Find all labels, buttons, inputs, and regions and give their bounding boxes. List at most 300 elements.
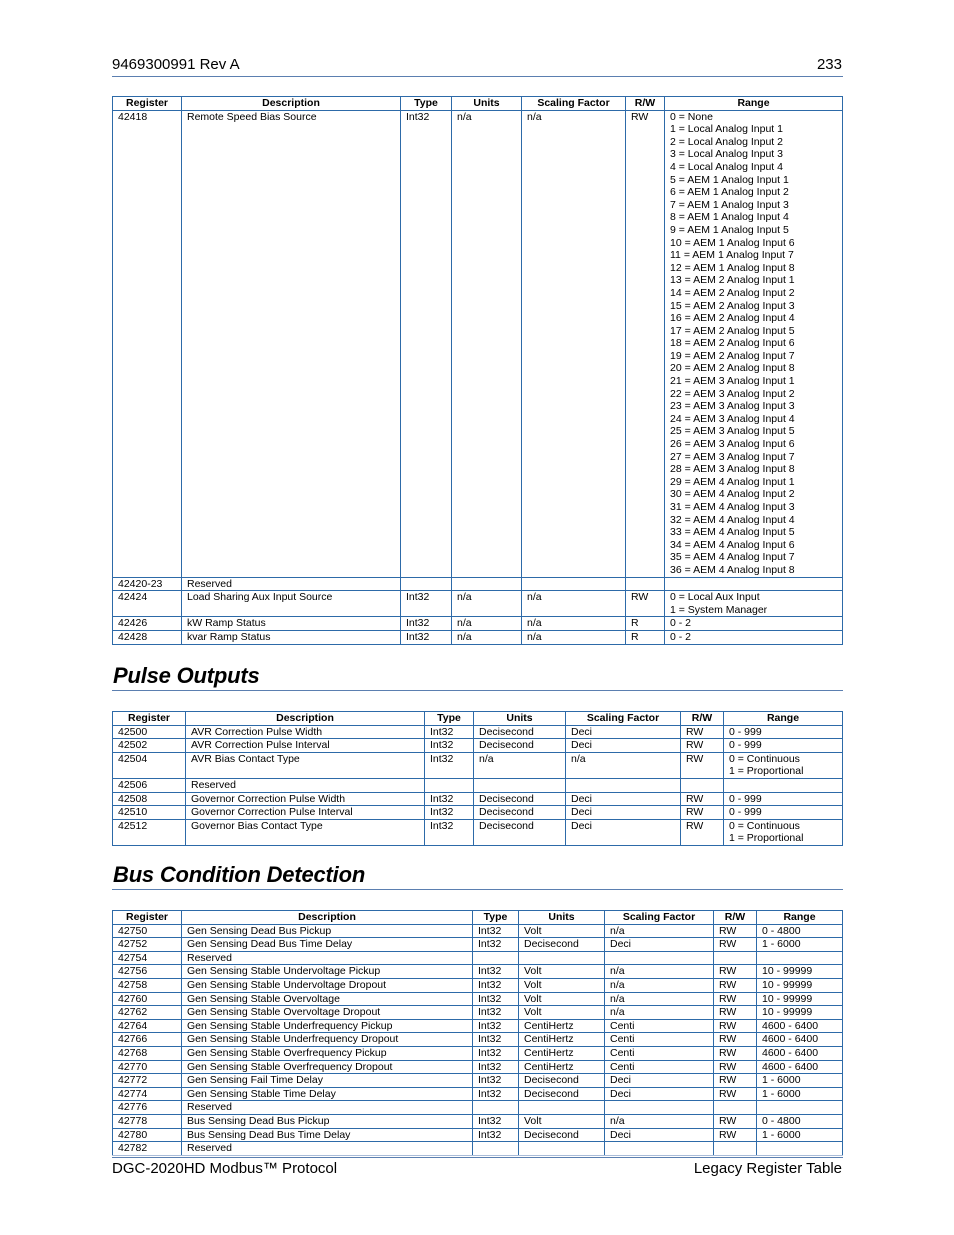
cell-scaling: Deci (566, 792, 681, 806)
cell-scaling: Centi (605, 1046, 714, 1060)
section-rule-bus-condition (112, 889, 843, 890)
cell-range (724, 806, 843, 820)
cell-units: CentiHertz (519, 1060, 605, 1074)
cell-register: 42766 (113, 1033, 182, 1047)
cell-register: 42500 (113, 725, 186, 739)
table-row (113, 806, 843, 820)
cell-rw: RW (626, 110, 665, 577)
section-title-bus-condition-detection: Bus Condition Detection (113, 862, 366, 887)
column-header-description: Description (182, 97, 401, 111)
cell-type: Int32 (473, 992, 519, 1006)
range-option: 4600 - 6400 (762, 1046, 819, 1059)
range-option: 2 = Local Analog Input 2 (670, 135, 783, 148)
cell-rw: RW (681, 819, 724, 845)
range-option: 0 = Local Aux Input (670, 591, 760, 604)
table-row (113, 938, 843, 952)
cell-register: 42760 (113, 992, 182, 1006)
cell-register: 42750 (113, 924, 182, 938)
cell-units: Volt (519, 924, 605, 938)
cell-rw: RW (714, 965, 757, 979)
cell-units: Decisecond (519, 938, 605, 952)
cell-units: n/a (452, 110, 522, 577)
table-row (113, 630, 843, 644)
range-option: 0 - 4800 (762, 924, 801, 937)
range-option: 0 = None (670, 110, 713, 123)
register-table-speed-bias (112, 96, 843, 645)
cell-register: 42428 (113, 630, 182, 644)
cell-type: Int32 (425, 725, 474, 739)
cell-type: Int32 (473, 978, 519, 992)
range-option: 34 = AEM 4 Analog Input 6 (670, 538, 795, 551)
column-header-type: Type (473, 911, 519, 925)
cell-rw: RW (714, 1128, 757, 1142)
cell-type (401, 577, 452, 591)
range-option: 23 = AEM 3 Analog Input 3 (670, 400, 795, 413)
column-header-units: Units (519, 911, 605, 925)
column-header-scaling-factor: Scaling Factor (605, 911, 714, 925)
cell-units: Decisecond (474, 792, 566, 806)
column-header-units: Units (452, 97, 522, 111)
cell-range (757, 965, 843, 979)
cell-type: Int32 (425, 819, 474, 845)
cell-description: AVR Correction Pulse Width (186, 725, 425, 739)
cell-rw (714, 951, 757, 965)
column-header-register: Register (113, 712, 186, 726)
column-header-scaling-factor: Scaling Factor (566, 712, 681, 726)
cell-description: Load Sharing Aux Input Source (182, 591, 401, 617)
column-header-rw: R/W (714, 911, 757, 925)
cell-range (665, 630, 843, 644)
cell-rw: RW (681, 792, 724, 806)
footer-rule (112, 1157, 843, 1158)
cell-range (757, 951, 843, 965)
table-row (113, 965, 843, 979)
cell-register: 42424 (113, 591, 182, 617)
table-row (113, 1142, 843, 1156)
table-row (113, 617, 843, 631)
range-option: 11 = AEM 1 Analog Input 7 (670, 249, 794, 262)
cell-units (519, 1101, 605, 1115)
cell-type (473, 951, 519, 965)
cell-rw: RW (681, 725, 724, 739)
cell-units: Decisecond (474, 806, 566, 820)
table-row (113, 1033, 843, 1047)
range-option: 4600 - 6400 (762, 1060, 819, 1073)
cell-description: AVR Correction Pulse Interval (186, 739, 425, 753)
cell-range (757, 1128, 843, 1142)
cell-description: kvar Ramp Status (182, 630, 401, 644)
table-row (113, 1006, 843, 1020)
column-header-rw: R/W (681, 712, 724, 726)
cell-type: Int32 (473, 1046, 519, 1060)
cell-scaling: Deci (566, 806, 681, 820)
cell-range (757, 1114, 843, 1128)
cell-rw: RW (714, 924, 757, 938)
cell-description: Gen Sensing Stable Undervoltage Dropout (182, 978, 473, 992)
column-header-register: Register (113, 97, 182, 111)
table-row (113, 992, 843, 1006)
range-option: 12 = AEM 1 Analog Input 8 (670, 261, 795, 274)
cell-type: Int32 (425, 739, 474, 753)
cell-description: kW Ramp Status (182, 617, 401, 631)
cell-description: Gen Sensing Stable Underfrequency Pickup (182, 1019, 473, 1033)
range-option: 1 = Proportional (729, 832, 804, 845)
range-option: 13 = AEM 2 Analog Input 1 (670, 274, 795, 287)
cell-scaling (566, 778, 681, 792)
cell-rw: RW (714, 1033, 757, 1047)
cell-description: Gen Sensing Stable Undervoltage Pickup (182, 965, 473, 979)
cell-scaling: n/a (605, 965, 714, 979)
cell-type: Int32 (473, 1033, 519, 1047)
cell-rw: RW (714, 1114, 757, 1128)
table-row (113, 577, 843, 591)
table-row (113, 591, 843, 617)
cell-scaling: n/a (605, 1114, 714, 1128)
range-option: 10 - 99999 (762, 992, 813, 1005)
table-row (113, 951, 843, 965)
cell-rw: RW (681, 739, 724, 753)
table-row (113, 725, 843, 739)
range-option: 33 = AEM 4 Analog Input 5 (670, 526, 795, 539)
cell-type: Int32 (401, 630, 452, 644)
range-option: 1 = System Manager (670, 603, 768, 616)
cell-range (757, 992, 843, 1006)
range-option: 27 = AEM 3 Analog Input 7 (670, 450, 795, 463)
document-number: 9469300991 Rev A (112, 56, 240, 73)
cell-type: Int32 (473, 924, 519, 938)
cell-register: 42754 (113, 951, 182, 965)
column-header-range: Range (757, 911, 843, 925)
cell-rw: RW (681, 806, 724, 820)
cell-range (757, 938, 843, 952)
range-option: 28 = AEM 3 Analog Input 8 (670, 463, 795, 476)
range-option: 0 - 999 (729, 806, 762, 819)
range-option: 36 = AEM 4 Analog Input 8 (670, 563, 795, 576)
range-option: 15 = AEM 2 Analog Input 3 (670, 299, 795, 312)
cell-range (665, 110, 843, 577)
section-name: Legacy Register Table (693, 1160, 842, 1177)
cell-range (757, 1087, 843, 1101)
cell-scaling: n/a (605, 1006, 714, 1020)
cell-register: 42782 (113, 1142, 182, 1156)
cell-scaling: Centi (605, 1019, 714, 1033)
cell-type: Int32 (425, 752, 474, 778)
cell-type: Int32 (425, 792, 474, 806)
cell-units: Decisecond (519, 1087, 605, 1101)
table-row (113, 1074, 843, 1088)
section-rule-pulse-outputs (112, 690, 843, 691)
cell-rw: R (626, 617, 665, 631)
cell-scaling: Deci (566, 819, 681, 845)
table-row (113, 1060, 843, 1074)
range-option: 7 = AEM 1 Analog Input 3 (670, 198, 789, 211)
cell-scaling: Deci (605, 1087, 714, 1101)
range-option: 6 = AEM 1 Analog Input 2 (670, 186, 789, 199)
cell-range (724, 752, 843, 778)
cell-range (665, 591, 843, 617)
table-row (113, 739, 843, 753)
cell-scaling: n/a (605, 992, 714, 1006)
cell-rw: R (626, 630, 665, 644)
cell-scaling: n/a (522, 617, 626, 631)
cell-description: Reserved (186, 778, 425, 792)
cell-type: Int32 (473, 1060, 519, 1074)
cell-range (665, 617, 843, 631)
range-option: 8 = AEM 1 Analog Input 4 (670, 211, 789, 224)
cell-register: 42774 (113, 1087, 182, 1101)
cell-description: Gen Sensing Dead Bus Time Delay (182, 938, 473, 952)
cell-type: Int32 (401, 110, 452, 577)
range-option: 21 = AEM 3 Analog Input 1 (670, 375, 795, 388)
page-number: 233 (816, 56, 842, 73)
cell-range (757, 1033, 843, 1047)
range-option: 25 = AEM 3 Analog Input 5 (670, 425, 795, 438)
range-option: 0 - 999 (729, 792, 762, 805)
cell-type (473, 1101, 519, 1115)
range-option: 24 = AEM 3 Analog Input 4 (670, 412, 795, 425)
cell-type: Int32 (473, 1114, 519, 1128)
cell-register: 42772 (113, 1074, 182, 1088)
cell-rw: RW (714, 1074, 757, 1088)
register-table-pulse-outputs (112, 711, 843, 846)
column-header-type: Type (425, 712, 474, 726)
cell-units: Volt (519, 992, 605, 1006)
cell-register: 42780 (113, 1128, 182, 1142)
range-option: 10 - 99999 (762, 1006, 813, 1019)
column-header-range: Range (724, 712, 843, 726)
section-title-pulse-outputs: Pulse Outputs (113, 663, 260, 688)
cell-rw: RW (626, 591, 665, 617)
cell-description: Gen Sensing Stable Underfrequency Dropout (182, 1033, 473, 1047)
cell-scaling: n/a (522, 591, 626, 617)
cell-type: Int32 (473, 1128, 519, 1142)
range-option: 0 - 999 (729, 739, 762, 752)
cell-rw: RW (714, 1006, 757, 1020)
range-option: 20 = AEM 2 Analog Input 8 (670, 362, 795, 375)
cell-units: Decisecond (474, 739, 566, 753)
cell-type: Int32 (473, 1006, 519, 1020)
range-option: 35 = AEM 4 Analog Input 7 (670, 551, 795, 564)
range-option: 18 = AEM 2 Analog Input 6 (670, 337, 795, 350)
cell-scaling: n/a (605, 924, 714, 938)
range-option: 0 = Continuous (729, 819, 800, 832)
cell-description: Reserved (182, 1142, 473, 1156)
cell-description: Gen Sensing Fail Time Delay (182, 1074, 473, 1088)
cell-type: Int32 (473, 938, 519, 952)
cell-range (724, 725, 843, 739)
cell-rw: RW (714, 1060, 757, 1074)
range-option: 10 - 99999 (762, 965, 813, 978)
cell-register: 42512 (113, 819, 186, 845)
cell-description: Bus Sensing Dead Bus Time Delay (182, 1128, 473, 1142)
table-row (113, 792, 843, 806)
cell-type (473, 1142, 519, 1156)
footer-rule-light (112, 1155, 843, 1156)
cell-range (757, 978, 843, 992)
cell-register: 42768 (113, 1046, 182, 1060)
cell-scaling: n/a (605, 978, 714, 992)
range-option: 26 = AEM 3 Analog Input 6 (670, 438, 795, 451)
cell-rw: RW (714, 978, 757, 992)
cell-range (724, 819, 843, 845)
cell-range (757, 1046, 843, 1060)
cell-units: CentiHertz (519, 1019, 605, 1033)
range-option: 1 - 6000 (762, 1128, 801, 1141)
cell-register: 42508 (113, 792, 186, 806)
cell-rw (626, 577, 665, 591)
range-option: 10 - 99999 (762, 978, 813, 991)
cell-units: Decisecond (519, 1074, 605, 1088)
range-option: 17 = AEM 2 Analog Input 5 (670, 324, 795, 337)
column-header-type: Type (401, 97, 452, 111)
cell-scaling: Deci (566, 739, 681, 753)
range-option: 14 = AEM 2 Analog Input 2 (670, 286, 795, 299)
cell-scaling: Centi (605, 1060, 714, 1074)
page-header (112, 56, 842, 76)
cell-units (519, 1142, 605, 1156)
table-row (113, 110, 843, 577)
cell-range (757, 1019, 843, 1033)
range-option: 19 = AEM 2 Analog Input 7 (670, 349, 795, 362)
cell-register: 42764 (113, 1019, 182, 1033)
cell-description: Bus Sensing Dead Bus Pickup (182, 1114, 473, 1128)
table-row (113, 1128, 843, 1142)
cell-register: 42510 (113, 806, 186, 820)
cell-units: Decisecond (519, 1128, 605, 1142)
range-option: 16 = AEM 2 Analog Input 4 (670, 312, 795, 325)
cell-units (474, 778, 566, 792)
cell-description: Gen Sensing Dead Bus Pickup (182, 924, 473, 938)
table-row (113, 1114, 843, 1128)
cell-description: Reserved (182, 951, 473, 965)
cell-rw: RW (714, 1087, 757, 1101)
table-body (113, 110, 843, 644)
range-option: 0 = Continuous (729, 752, 800, 765)
cell-range (757, 1142, 843, 1156)
cell-type: Int32 (473, 1087, 519, 1101)
column-header-scaling-factor: Scaling Factor (522, 97, 626, 111)
cell-description: Gen Sensing Stable Overvoltage Dropout (182, 1006, 473, 1020)
range-option: 1 - 6000 (762, 938, 801, 951)
cell-register: 42762 (113, 1006, 182, 1020)
range-option: 0 - 4800 (762, 1114, 801, 1127)
cell-scaling: n/a (522, 110, 626, 577)
range-option: 1 = Proportional (729, 765, 804, 778)
table-body (113, 924, 843, 1155)
cell-register: 42758 (113, 978, 182, 992)
table-row (113, 1101, 843, 1115)
range-option: 4600 - 6400 (762, 1019, 819, 1032)
cell-units: n/a (452, 591, 522, 617)
range-option: 31 = AEM 4 Analog Input 3 (670, 501, 795, 513)
cell-type: Int32 (473, 965, 519, 979)
cell-range (724, 792, 843, 806)
cell-scaling (605, 1142, 714, 1156)
table-row (113, 778, 843, 792)
range-option: 32 = AEM 4 Analog Input 4 (670, 513, 795, 526)
cell-description: Governor Correction Pulse Interval (186, 806, 425, 820)
cell-range (724, 778, 843, 792)
cell-range (724, 739, 843, 753)
table-header-row (113, 97, 843, 111)
cell-scaling: n/a (566, 752, 681, 778)
cell-rw (714, 1142, 757, 1156)
range-option: 0 - 2 (670, 617, 692, 630)
cell-rw: RW (714, 1046, 757, 1060)
cell-type: Int32 (401, 617, 452, 631)
cell-type: Int32 (473, 1074, 519, 1088)
cell-type (425, 778, 474, 792)
cell-description: Reserved (182, 1101, 473, 1115)
cell-units (452, 577, 522, 591)
column-header-units: Units (474, 712, 566, 726)
table-row (113, 1087, 843, 1101)
cell-range (757, 1060, 843, 1074)
table-row (113, 1019, 843, 1033)
range-option: 1 - 6000 (762, 1074, 801, 1087)
cell-type: Int32 (473, 1019, 519, 1033)
cell-rw (714, 1101, 757, 1115)
cell-scaling: Deci (566, 725, 681, 739)
range-option: 1 - 6000 (762, 1087, 801, 1100)
cell-scaling: Deci (605, 938, 714, 952)
table-row (113, 924, 843, 938)
range-option: 4 = Local Analog Input 4 (670, 160, 783, 173)
page-footer (112, 1160, 842, 1180)
cell-units: n/a (452, 617, 522, 631)
cell-range (665, 577, 843, 591)
table-body (113, 725, 843, 845)
cell-units: Volt (519, 1006, 605, 1020)
cell-rw: RW (714, 992, 757, 1006)
cell-units: Volt (519, 1114, 605, 1128)
cell-range (757, 1101, 843, 1115)
cell-range (757, 924, 843, 938)
cell-units: CentiHertz (519, 1046, 605, 1060)
cell-register: 42418 (113, 110, 182, 577)
cell-range (757, 1074, 843, 1088)
cell-units: Volt (519, 965, 605, 979)
column-header-description: Description (186, 712, 425, 726)
range-option: 10 = AEM 1 Analog Input 6 (670, 236, 795, 249)
cell-register: 42506 (113, 778, 186, 792)
cell-scaling: Deci (605, 1128, 714, 1142)
range-option: 3 = Local Analog Input 3 (670, 148, 783, 161)
cell-units: n/a (452, 630, 522, 644)
table-header-row (113, 911, 843, 925)
cell-units: Decisecond (474, 819, 566, 845)
cell-description: Reserved (182, 577, 401, 591)
cell-rw: RW (714, 1019, 757, 1033)
cell-register: 42778 (113, 1114, 182, 1128)
range-option: 1 = Local Analog Input 1 (670, 123, 783, 136)
range-option: 4600 - 6400 (762, 1033, 819, 1046)
cell-description: Remote Speed Bias Source (182, 110, 401, 577)
table-row (113, 752, 843, 778)
cell-type: Int32 (425, 806, 474, 820)
cell-description: AVR Bias Contact Type (186, 752, 425, 778)
table-header-row (113, 712, 843, 726)
column-header-register: Register (113, 911, 182, 925)
cell-register: 42420-23 (113, 577, 182, 591)
cell-register: 42504 (113, 752, 186, 778)
cell-register: 42770 (113, 1060, 182, 1074)
cell-rw (681, 778, 724, 792)
cell-description: Gen Sensing Stable Overfrequency Pickup (182, 1046, 473, 1060)
cell-units: CentiHertz (519, 1033, 605, 1047)
cell-scaling (522, 577, 626, 591)
cell-register: 42752 (113, 938, 182, 952)
